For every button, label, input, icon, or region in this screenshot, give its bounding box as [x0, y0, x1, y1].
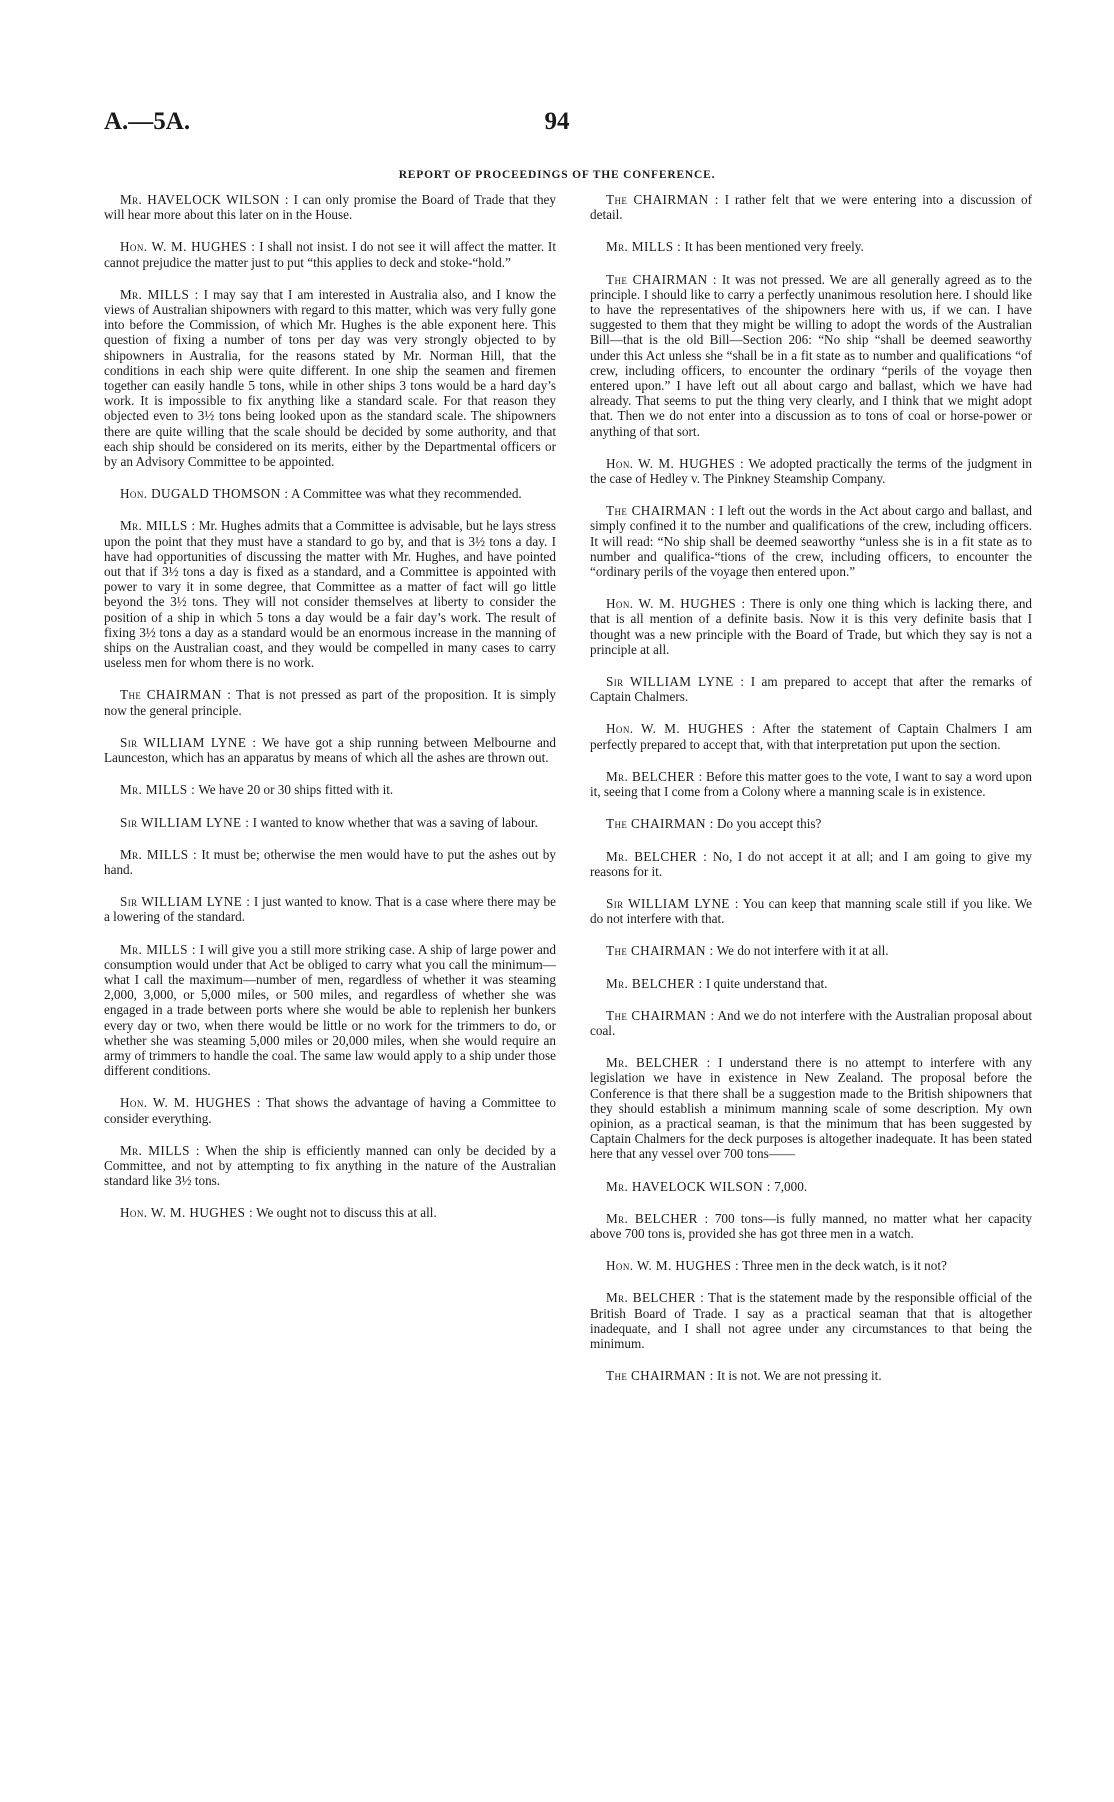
speech-text: And we do not interfere with the Australian proposal about coal. [590, 1007, 1032, 1038]
speaker-name: Mr. HAVELOCK WILSON : [606, 1178, 771, 1194]
speech-paragraph [104, 687, 556, 717]
speech-paragraph [104, 1095, 556, 1125]
speaker-name: Sir WILLIAM LYNE : [120, 734, 257, 750]
speaker-name: Mr. BELCHER : [606, 1290, 705, 1306]
speaker-name: Hon. W. M. HUGHES : [606, 596, 746, 612]
speech-paragraph [104, 815, 556, 830]
speech-text: We have got a ship running between Melbourne and Launceston, which has an apparatus by means of which all the ashes are thrown out. [104, 734, 556, 766]
speech-text: I understand there is no attempt to interfere with any legislation we have in existence in New Zealand. The proposal before the Conference is that there shall be a suggestion made to the British shipowners that they should establish a minimum manning scale of some description. My own opinion, as a practical seaman, is that the minimum that has been suggested by Captain Chalmers for the deck purposes is altogether inadequate. It has been stated here that any vessel over 700 tons—— [590, 1055, 1032, 1162]
speaker-name: Mr. MILLS : [120, 782, 196, 798]
speaker-name: The CHAIRMAN : [606, 503, 715, 519]
speaker-name: Mr. MILLS : [120, 1142, 200, 1158]
speech-paragraph [104, 486, 556, 501]
speaker-name: Hon. W. M. HUGHES : [606, 721, 756, 737]
speaker-name: The CHAIRMAN : [606, 1368, 714, 1384]
speech-paragraph [590, 721, 1032, 751]
speaker-name: Mr. HAVELOCK WILSON : [120, 192, 289, 207]
speech-text: We have 20 or 30 ships fitted with it. [198, 782, 394, 798]
speech-text: I just wanted to know. That is a case where there may be a lowering of the standard. [104, 894, 557, 925]
speech-text: I rather felt that we were entering into a discussion of detail. [590, 192, 1033, 223]
speech-paragraph [104, 1143, 556, 1189]
speech-text: I may say that I am interested in Australia also, and I know the views of Australian shipowners with regard to this matter, which was very fully gone into before the Commission, of which Mr. Hughes is the able exponent here. This question of fixing a number of tons per day was very strongly objected to by shipowners in Australia, for the reasons stated by Mr. Norman Hill, that the conditions in each ship were quite different. In one ship the seamen and firemen together can easily handle 5 tons, while in other ships 3 tons would be a hard day’s work. It is impossible to fix anything like a standard scale. For that reason they objected even to 3½ tons being looked upon as the standard scale. The shipowners there are quite willing that the scale should be decided by some authority, and that each ship should be considered on its merits, either by the Departmental officers or by an Advisory Committee to be appointed. [104, 286, 556, 470]
speech-paragraph [590, 192, 1032, 222]
speech-text: 7,000. [774, 1178, 808, 1194]
speech-text: When the ship is efficiently manned can only be decided by a Committee, and not by attempting to fix anything in the nature of the Australian standard like 3½ tons. [104, 1142, 557, 1189]
speech-paragraph [590, 816, 1032, 831]
document-code: A.—5A. [104, 108, 191, 135]
speech-text: I am prepared to accept that after the remarks of Captain Chalmers. [590, 674, 1032, 705]
speech-paragraph [590, 976, 1032, 991]
speaker-name: Hon. W. M. HUGHES : [120, 239, 256, 255]
speech-paragraph [104, 239, 556, 269]
speaker-name: Mr. MILLS : [120, 846, 198, 862]
speech-text: That shows the advantage of having a Committee to consider everything. [104, 1095, 556, 1126]
speech-paragraph [590, 1055, 1032, 1161]
page-number: 94 [544, 108, 570, 135]
speaker-name: The CHAIRMAN : [606, 192, 719, 207]
speech-paragraph [590, 896, 1032, 926]
speech-text: You can keep that manning scale still if you like. We do not interfere with that. [590, 895, 1033, 927]
speaker-name: Hon. W. M. HUGHES : [120, 1095, 261, 1111]
speech-text: No, I do not accept it at all; and I am going to give my reasons for it. [590, 848, 1033, 879]
speaker-name: Mr. BELCHER : [606, 1210, 709, 1226]
speech-text: It has been mentioned very freely. [684, 239, 864, 255]
speech-text: A Committee was what they recommended. [291, 486, 522, 502]
right-column [590, 192, 1032, 1400]
speech-paragraph [590, 943, 1032, 958]
speech-text: After the statement of Captain Chalmers I am perfectly prepared to accept that, with that interpretation put upon the section. [590, 721, 1032, 752]
speech-paragraph [590, 1008, 1032, 1038]
speech-paragraph [104, 782, 556, 797]
speech-paragraph [590, 1290, 1032, 1351]
speech-text: I can only promise the Board of Trade that they will hear more about this later on in the House. [104, 192, 557, 223]
speech-text: Before this matter goes to the vote, I want to say a word upon it, seeing that I come from a Colony where a manning scale is in existence. [590, 768, 1033, 800]
speaker-name: The CHAIRMAN : [606, 271, 717, 287]
speaker-name: Mr. BELCHER : [606, 768, 703, 784]
speaker-name: Hon. W. M. HUGHES : [120, 1205, 254, 1221]
page-title: REPORT OF PROCEEDINGS OF THE CONFERENCE. [398, 169, 716, 181]
speaker-name: Sir WILLIAM LYNE : [606, 895, 739, 911]
speaker-name: The CHAIRMAN : [606, 816, 714, 832]
speaker-name: Mr. BELCHER : [606, 1055, 711, 1071]
speech-paragraph [104, 518, 556, 670]
speaker-name: Sir WILLIAM LYNE : [606, 674, 745, 690]
speech-paragraph [590, 769, 1032, 799]
speech-text: We adopted practically the terms of the judgment in the case of Hedley v. The Pinkney Steamship Company. [590, 455, 1032, 487]
speaker-name: Mr. MILLS : [120, 286, 199, 302]
speech-text: We ought not to discuss this at all. [256, 1205, 437, 1221]
speech-text: Mr. Hughes admits that a Committee is advisable, but he lays stress upon the point that they must have a standard to go by, and that is 3½ tons a day. I have had opportunities of discussing the matter with Mr. Hughes, and have pointed out that if 3½ tons a day is fixed as a standard, and a Committee is appointed with power to vary it in some degree, that Committee as a matter of fact will go little beyond the 3½ tons. They will not consider themselves at liberty to consider the position of a ship in which 5 tons a day would be a fair day’s work. The result of fixing 3½ tons a day as a standard would be an enormous increase in the manning of ships on the Australian coast, and they would be compelled in many cases to carry useless men for whom there is no work. [104, 518, 556, 671]
speech-paragraph [104, 192, 556, 222]
speech-paragraph [104, 894, 556, 924]
speaker-name: Mr. MILLS : [120, 518, 196, 534]
speech-text: That is the statement made by the responsible official of the British Board of Trade. I say as a practical seaman that that is altogether inadequate, and I shall not agree under any circumstances to that being the minimum. [590, 1290, 1033, 1351]
speech-paragraph [590, 503, 1032, 579]
speech-paragraph [104, 735, 556, 765]
speaker-name: Mr. BELCHER : [606, 975, 703, 991]
speech-paragraph [590, 272, 1032, 439]
speaker-name: Mr. MILLS : [606, 239, 682, 255]
speech-text: I left out the words in the Act about cargo and ballast, and simply confined it to the number and qualifications of the crew, including officers. It will read: “No ship shall be deemed seaworthy “unless she is in a fit state as to number and qualifica-“tions of the crew, including officers, to encounter the “ordinary perils of the voyage then entered upon.” [590, 503, 1033, 580]
speech-text: 700 tons—is fully manned, no matter what her capacity above 700 tons is, provided she has got three men in a watch. [590, 1210, 1032, 1241]
speech-text: Do you accept this? [717, 816, 822, 832]
speech-paragraph [590, 674, 1032, 704]
speech-paragraph [590, 1179, 1032, 1194]
speaker-name: Hon. DUGALD THOMSON : [120, 486, 289, 502]
speech-text: Three men in the deck watch, is it not? [742, 1258, 947, 1274]
speech-text: I will give you a still more striking case. A ship of large power and consumption would under that Act be obliged to carry what you call the minimum—what I call the maximum—number of men, regardless of whether it was steaming 2,000, 3,000, or 5,000 miles, or 500 miles, and regardless of whether she was engaged in a trade between ports where she would be able to replenish her bunkers every day or two, when there would be little or no work for the trimmers to do, or whether she was steaming 5,000 miles or 20,000 miles, when she would require an army of trimmers to handle the coal. The same law would apply to a ship under those different conditions. [104, 941, 556, 1079]
speech-text: It was not pressed. We are all generally agreed as to the principle. I should like to carry a perfectly unanimous resolution here. I should like to have the representatives of the shipowners here with us, if we can. I have suggested to them that they might be willing to adopt the words of the Australian Bill—that is the old Bill—Section 206: “No ship “shall be deemed seaworthy under this Act unless she “shall be in a fit state as to number and qualifications “of crew, including officers, to encounter the ordinary “perils of the voyage then entered upon.” I have left out all about cargo and ballast, which we have had already. That seems to put the thing very clearly, and I think that we might adopt that. Then we do not enter into a discussion as to tons of coal or horse-power or anything of that sort. [590, 271, 1033, 439]
speaker-name: The CHAIRMAN : [120, 687, 232, 703]
speech-paragraph [104, 1205, 556, 1220]
speech-paragraph [590, 849, 1032, 879]
speech-text: It must be; otherwise the men would have to put the ashes out by hand. [104, 846, 556, 877]
speech-text: I shall not insist. I do not see it will affect the matter. It cannot prejudice the matter just to put “this applies to deck and stoke-“hold.” [104, 239, 556, 270]
speech-text: There is only one thing which is lacking there, and that is all mention of a definite basis. Now it is this very definite basis that I thought was a new principle with the Board of Trade, but which they say is not a principle at all. [590, 596, 1033, 657]
left-column [104, 192, 556, 1238]
speech-paragraph [590, 239, 1032, 254]
speaker-name: Hon. W. M. HUGHES : [606, 455, 745, 471]
speech-paragraph [590, 1368, 1032, 1383]
speech-paragraph [590, 1258, 1032, 1273]
speech-text: I quite understand that. [705, 975, 828, 991]
speech-paragraph [104, 847, 556, 877]
speech-paragraph [590, 456, 1032, 486]
speech-text: We do not interfere with it at all. [716, 943, 889, 959]
speaker-name: The CHAIRMAN : [606, 943, 714, 959]
speaker-name: Sir WILLIAM LYNE : [120, 814, 250, 830]
speech-paragraph [590, 596, 1032, 657]
speaker-name: Hon. W. M. HUGHES : [606, 1258, 740, 1274]
speech-text: I wanted to know whether that was a saving of labour. [252, 814, 538, 830]
speaker-name: Sir WILLIAM LYNE : [120, 894, 251, 910]
speech-text: That is not pressed as part of the proposition. It is simply now the general principle. [104, 687, 556, 718]
speech-paragraph [104, 942, 556, 1079]
speech-text: It is not. We are not pressing it. [717, 1368, 882, 1384]
speech-paragraph [104, 287, 556, 469]
speaker-name: Mr. BELCHER : [606, 848, 708, 864]
speech-paragraph [590, 1211, 1032, 1241]
speaker-name: Mr. MILLS : [120, 941, 196, 957]
speaker-name: The CHAIRMAN : [606, 1007, 715, 1023]
